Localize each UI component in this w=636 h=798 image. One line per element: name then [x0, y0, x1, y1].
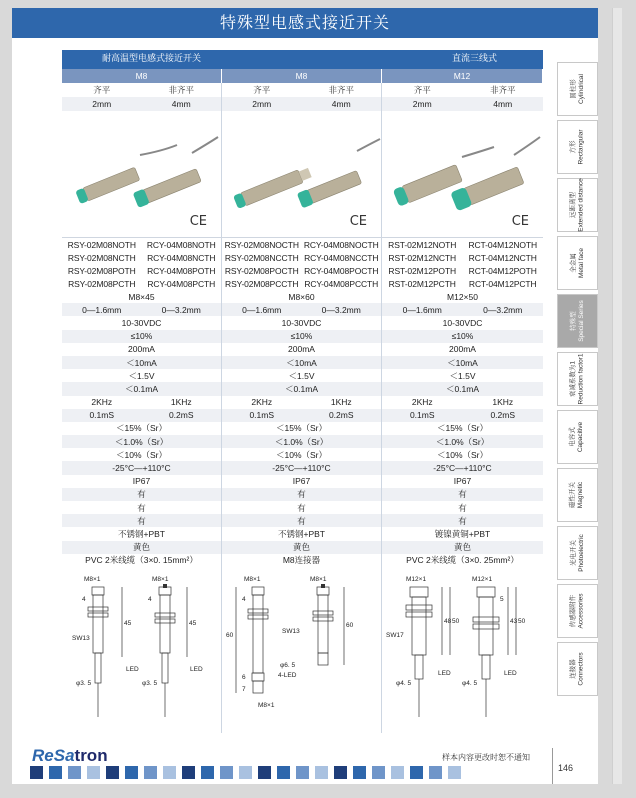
- spec-value: 0.2mS: [328, 410, 354, 421]
- model-number: RST-02M12POTH: [388, 265, 457, 276]
- spec-value: 0—3.2mm: [483, 304, 523, 315]
- spec-value: 黄色: [62, 541, 222, 554]
- distance-value: 2mm: [252, 99, 272, 109]
- sidebar-tab[interactable]: [557, 62, 598, 116]
- model-number: RCY-04M08POCTH: [304, 265, 379, 276]
- model-number: RSY-02M08PCCTH: [225, 278, 299, 289]
- spec-row: [62, 330, 543, 343]
- footer-divider: [552, 748, 553, 784]
- decor-square: [410, 766, 423, 779]
- drawing-svg: [62, 567, 222, 733]
- spec-cell: [222, 409, 382, 422]
- flush-label: 齐平: [413, 85, 431, 95]
- sidebar-tab-en: Capacitive: [577, 421, 585, 453]
- spec-value: 有: [458, 515, 467, 526]
- spec-value: 0—3.2mm: [161, 304, 201, 315]
- sidebar-tab[interactable]: [557, 294, 598, 348]
- spec-row: [62, 554, 543, 567]
- spec-value: 0.1mS: [89, 410, 115, 421]
- distance-value: 2mm: [412, 99, 432, 109]
- wrench-label: SW17: [386, 631, 404, 639]
- spec-row: [62, 422, 543, 435]
- spec-row: [62, 409, 543, 422]
- dim-label: 4: [242, 595, 246, 603]
- spec-value: ＜10mA: [62, 356, 222, 369]
- drawing-row: [62, 567, 543, 733]
- spec-cell: [222, 303, 382, 316]
- diameter-label: φ6. 5: [280, 661, 296, 669]
- sidebar-tab[interactable]: [557, 584, 598, 638]
- decor-square: [182, 766, 195, 779]
- spec-value: -25°C—+110°C: [433, 463, 492, 474]
- model-number: RSY-02M08NCCTH: [224, 252, 299, 263]
- sidebar-tab-cn: 衰减系数为1: [569, 360, 577, 398]
- sidebar-tab-en: Reduction factor1: [577, 353, 585, 405]
- led-label: LED: [504, 669, 517, 677]
- spec-cell: [62, 396, 222, 409]
- spec-rows: [62, 290, 543, 567]
- spec-value: PVC 2米线缆（3×0. 15mm²）: [62, 554, 222, 567]
- spec-row: [62, 356, 543, 369]
- decorative-squares: [30, 766, 467, 779]
- model-number: RCT-04M12POTH: [468, 265, 537, 276]
- model-number: RCY-04M08POTH: [147, 265, 216, 276]
- model-number: RSY-02M08NCTH: [67, 252, 136, 263]
- sidebar-tab-cn: 远距离型: [569, 192, 577, 219]
- product-image-row: [62, 111, 543, 238]
- decor-square: [258, 766, 271, 779]
- spec-value: 有: [222, 501, 382, 514]
- length-label: 60: [346, 621, 354, 629]
- spec-row: [62, 488, 543, 501]
- distance-value: 4mm: [171, 99, 191, 109]
- sidebar-tab-cn: 磁性开关: [569, 482, 577, 508]
- spec-value: 0—1.6mm: [242, 304, 282, 315]
- spec-value: ＜1.0%（Sr）: [435, 436, 490, 447]
- decor-square: [144, 766, 157, 779]
- spec-value: 不锈钢+PBT: [222, 527, 382, 540]
- model-number: RCY-04M08NCCTH: [304, 252, 379, 263]
- sidebar-tab[interactable]: [557, 642, 598, 696]
- decor-square: [429, 766, 442, 779]
- ce-mark: CE: [511, 214, 529, 229]
- sidebar-tab-en: Photoelectric: [577, 534, 585, 572]
- spec-cell: [382, 409, 543, 422]
- spec-value: 200mA: [449, 344, 476, 355]
- thread-label: M8×1: [310, 575, 327, 583]
- length-label: 43: [510, 617, 518, 625]
- logo-part: tron: [74, 746, 108, 765]
- distance-value: 4mm: [493, 99, 513, 109]
- spec-value: 10-30VDC: [442, 317, 483, 328]
- spec-value: 1KHz: [492, 397, 514, 408]
- model-number: RST-02M12PCTH: [388, 278, 456, 289]
- spec-value: ＜1.5V: [449, 370, 476, 381]
- spec-value: ＜10%（Sr）: [436, 449, 488, 460]
- distance-value: 2mm: [92, 99, 112, 109]
- spec-value: 有: [458, 502, 467, 513]
- model-row: [62, 238, 543, 251]
- spec-value: 10-30VDC: [222, 316, 382, 329]
- decor-square: [391, 766, 404, 779]
- spec-value: 0.2mS: [168, 410, 194, 421]
- spec-value: ≤10%: [62, 330, 222, 343]
- spec-value: 0—1.6mm: [82, 304, 122, 315]
- spec-value: ≤10%: [222, 330, 382, 343]
- spec-value: 0.1mS: [249, 410, 275, 421]
- sidebar-tab-cn: 特殊型: [569, 311, 577, 331]
- spec-value: ＜10%（Sr）: [62, 448, 222, 461]
- spec-row: [62, 461, 543, 474]
- spec-value: 0.1mS: [409, 410, 435, 421]
- spec-row: [62, 382, 543, 395]
- dim-label: 4: [148, 595, 152, 603]
- model-number: RCY-04M08PCCTH: [304, 278, 379, 289]
- spec-value: M8连接器: [222, 554, 382, 567]
- category-sidebar: [557, 62, 598, 700]
- page-number: 146: [558, 763, 574, 773]
- catalog-page: [12, 8, 598, 784]
- spec-value: ＜0.1mA: [62, 382, 222, 395]
- page-title: 特殊型电感式接近开关: [12, 8, 598, 38]
- sidebar-tab-cn: 电容式: [569, 427, 577, 447]
- led-label: LED: [190, 665, 203, 673]
- ce-mark: CE: [189, 214, 207, 229]
- decor-square: [372, 766, 385, 779]
- sidebar-tab-en: Accessories: [577, 593, 585, 629]
- section-title-left: 耐高温型电感式接近开关: [102, 54, 202, 64]
- length-label: 48: [444, 617, 452, 625]
- model-number: RCY-04M08NOCTH: [303, 239, 379, 250]
- spec-value: ＜1.0%（Sr）: [62, 435, 222, 448]
- decor-square: [30, 766, 43, 779]
- decor-square: [87, 766, 100, 779]
- model-row: [62, 251, 543, 264]
- spec-row: [62, 316, 543, 329]
- size-header-row: [62, 69, 543, 83]
- diameter-label: φ4. 5: [396, 679, 412, 687]
- dim-label: 7: [242, 685, 246, 693]
- spec-value: 2KHz: [251, 397, 273, 408]
- spec-value: 镀镍黄铜+PBT: [434, 528, 491, 539]
- sidebar-tab-label: [570, 652, 586, 685]
- dim-label: 4: [82, 595, 86, 603]
- model-number: RCT-04M12NOTH: [468, 239, 538, 250]
- led-label: LED: [126, 665, 139, 673]
- model-number: RSY-02M08POCTH: [224, 265, 299, 276]
- spec-value: ＜0.1mA: [222, 382, 382, 395]
- spec-row: [62, 541, 543, 554]
- decor-square: [201, 766, 214, 779]
- model-number: RCY-04M08NOTH: [146, 239, 216, 250]
- sidebar-tab-en: Connectors: [577, 652, 585, 686]
- spec-row: [62, 369, 543, 382]
- length-label: 50: [452, 617, 460, 625]
- spec-cell: [382, 303, 543, 316]
- model-number: RCT-04M12NCTH: [468, 252, 537, 263]
- sidebar-tab-label: [569, 534, 585, 572]
- spec-value: 10-30VDC: [62, 316, 222, 329]
- spec-value: 2KHz: [411, 397, 433, 408]
- spec-value: IP67: [62, 475, 222, 488]
- spec-value: ＜10mA: [447, 357, 478, 368]
- model-row: [62, 264, 543, 277]
- sidebar-tab-en: Rectangular: [577, 129, 585, 165]
- spec-value: ＜10%（Sr）: [222, 448, 382, 461]
- wrench-label: SW13: [72, 634, 90, 642]
- sidebar-tab[interactable]: [557, 352, 598, 406]
- model-number: RSY-02M08NOTH: [67, 239, 136, 250]
- spec-value: -25°C—+110°C: [222, 461, 382, 474]
- sidebar-tab[interactable]: [557, 468, 598, 522]
- spec-row: [62, 448, 543, 461]
- dim-label: 6: [242, 673, 246, 681]
- spec-row: [62, 527, 543, 540]
- spec-row: [62, 396, 543, 409]
- distance-value: 4mm: [331, 99, 351, 109]
- spec-row: [62, 475, 543, 488]
- scrollbar[interactable]: [612, 8, 622, 784]
- spec-row: [62, 435, 543, 448]
- sidebar-tab-cn: 方形: [569, 140, 577, 154]
- sidebar-tab-label: [569, 422, 585, 452]
- spec-value: 不锈钢+PBT: [62, 527, 222, 540]
- spec-value: IP67: [222, 475, 382, 488]
- spec-value: ＜15%（Sr）: [62, 422, 222, 435]
- spec-value: 有: [458, 489, 467, 500]
- thread-label: M8×1: [152, 575, 169, 583]
- sidebar-tab-label: [570, 248, 586, 278]
- led-label: 4-LED: [278, 671, 297, 679]
- length-label: 60: [226, 631, 234, 639]
- thread-label: M12×1: [472, 575, 493, 583]
- sidebar-tab-label: [570, 482, 586, 508]
- drawing-svg: [382, 567, 543, 733]
- sidebar-tab[interactable]: [557, 526, 598, 580]
- product-photo-3: [382, 111, 543, 237]
- decor-square: [296, 766, 309, 779]
- dimension-drawing-3: [382, 567, 543, 733]
- spec-cell: [222, 396, 382, 409]
- sidebar-tab-en: Extended distance: [577, 178, 585, 232]
- logo-part: ReSa: [32, 746, 75, 765]
- spec-value: 0—3.2mm: [321, 304, 361, 315]
- sidebar-tab-label: [570, 178, 586, 231]
- sidebar-tab-cn: 全金属: [569, 253, 577, 273]
- led-label: LED: [438, 669, 451, 677]
- thread-label: M8×1: [84, 575, 101, 583]
- size-header: M8: [222, 69, 382, 83]
- diameter-label: φ3. 5: [142, 679, 158, 687]
- section-title-right: 直流三线式: [452, 54, 498, 64]
- spec-row: [62, 343, 543, 356]
- section-title-bar: [62, 50, 543, 69]
- sidebar-tab[interactable]: [557, 236, 598, 290]
- sidebar-tab[interactable]: [557, 410, 598, 464]
- sidebar-tab-label: [569, 593, 585, 628]
- flush-label: 齐平: [253, 85, 271, 95]
- model-rows: [62, 238, 543, 290]
- spec-value: ＜1.5V: [222, 369, 382, 382]
- nonflush-label: 非齐平: [328, 85, 354, 95]
- model-number: RST-02M12NOTH: [388, 239, 457, 250]
- spec-value: 有: [222, 488, 382, 501]
- mount-row: [62, 83, 543, 97]
- spec-value: M8×60: [222, 290, 382, 303]
- sidebar-tab-cn: 传感器附件: [569, 594, 577, 628]
- product-photo-2: [222, 111, 382, 237]
- spec-value: 黄色: [453, 542, 471, 553]
- decor-square: [163, 766, 176, 779]
- diameter-label: φ3. 5: [76, 679, 92, 687]
- spec-value: ＜0.1mA: [445, 383, 480, 394]
- sidebar-tab-cn: 光电开关: [569, 540, 577, 567]
- distance-row: [62, 97, 543, 111]
- sidebar-tab-label: [569, 74, 585, 104]
- nonflush-label: 非齐平: [489, 85, 516, 95]
- spec-row: [62, 290, 543, 303]
- spec-value: M12×50: [447, 291, 478, 302]
- model-number: RCY-04M08PCTH: [147, 278, 216, 289]
- model-number: RSY-02M08POTH: [67, 265, 136, 276]
- spec-row: [62, 501, 543, 514]
- spec-value: 2KHz: [91, 397, 113, 408]
- spec-cell: [382, 396, 543, 409]
- thread-label: M12×1: [406, 575, 427, 583]
- spec-value: M8×45: [62, 290, 222, 303]
- wrench-label: SW13: [282, 627, 300, 635]
- spec-value: 0—1.6mm: [402, 304, 442, 315]
- spec-value: 有: [62, 488, 222, 501]
- length-label: 45: [189, 619, 197, 627]
- thread-label: M8×1: [244, 575, 261, 583]
- model-number: RCT-04M12PCTH: [468, 278, 537, 289]
- spec-value: 1KHz: [330, 397, 352, 408]
- spec-value: 有: [222, 514, 382, 527]
- decor-square: [49, 766, 62, 779]
- brand-logo: [32, 746, 108, 766]
- sidebar-tab-en: Special Series: [577, 300, 585, 342]
- dimension-drawing-2: [222, 567, 382, 733]
- spec-value: ≤10%: [451, 331, 474, 342]
- spec-table: [62, 50, 543, 733]
- decor-square: [353, 766, 366, 779]
- disclaimer-note: 样本内容更改时恕不通知: [442, 753, 530, 762]
- spec-value: 200mA: [62, 343, 222, 356]
- decor-square: [68, 766, 81, 779]
- decor-square: [220, 766, 233, 779]
- dimension-drawing-1: [62, 567, 222, 733]
- spec-value: ＜15%（Sr）: [436, 423, 488, 434]
- spec-value: 有: [62, 501, 222, 514]
- ce-mark: CE: [349, 214, 367, 229]
- spec-value: IP67: [453, 476, 472, 487]
- spec-cell: [62, 303, 222, 316]
- spec-value: PVC 2米线缆（3×0. 25mm²）: [406, 555, 519, 566]
- connector-label: M8×1: [258, 701, 275, 709]
- drawing-svg: [222, 567, 382, 733]
- model-row: [62, 277, 543, 290]
- spec-value: 200mA: [222, 343, 382, 356]
- spec-value: 1KHz: [170, 397, 192, 408]
- model-number: RSY-02M08NOCTH: [224, 239, 299, 250]
- sidebar-tab[interactable]: [557, 120, 598, 174]
- length-label: 45: [124, 619, 132, 627]
- size-header: M8: [62, 69, 222, 83]
- diameter-label: φ4. 5: [462, 679, 478, 687]
- model-number: RST-02M12NCTH: [388, 252, 457, 263]
- spec-value: ＜10mA: [222, 356, 382, 369]
- decor-square: [448, 766, 461, 779]
- flush-label: 齐平: [93, 85, 111, 95]
- spec-value: 有: [62, 514, 222, 527]
- length-label: 50: [518, 617, 526, 625]
- spec-value: 黄色: [222, 541, 382, 554]
- spec-row: [62, 303, 543, 316]
- sidebar-tab-en: Metal face: [577, 248, 585, 278]
- spec-value: ＜1.0%（Sr）: [222, 435, 382, 448]
- nonflush-label: 非齐平: [168, 85, 194, 95]
- dim-label: 5: [500, 595, 504, 603]
- decor-square: [277, 766, 290, 779]
- spec-value: 0.2mS: [490, 410, 516, 421]
- spec-value: ＜1.5V: [62, 369, 222, 382]
- model-number: RSY-02M08PCTH: [68, 278, 136, 289]
- sidebar-tab-cn: 连接器: [569, 659, 577, 679]
- decor-square: [334, 766, 347, 779]
- size-header: M12: [382, 69, 543, 83]
- product-photo-1: [62, 111, 222, 237]
- decor-square: [239, 766, 252, 779]
- sidebar-tab-label: [570, 300, 586, 342]
- decor-square: [315, 766, 328, 779]
- model-number: RCY-04M08NCTH: [147, 252, 216, 263]
- sidebar-tab-cn: 圆柱形: [569, 79, 577, 99]
- sidebar-tab-label: [570, 354, 586, 405]
- sidebar-tab-label: [570, 129, 586, 164]
- decor-square: [106, 766, 119, 779]
- sidebar-tab[interactable]: [557, 178, 598, 232]
- decor-square: [125, 766, 138, 779]
- spec-value: -25°C—+110°C: [62, 461, 222, 474]
- spec-cell: [62, 409, 222, 422]
- spec-row: [62, 514, 543, 527]
- sidebar-tab-en: Cylindrical: [577, 74, 585, 104]
- sidebar-tab-en: Magnetic: [577, 481, 585, 509]
- spec-value: ＜15%（Sr）: [222, 422, 382, 435]
